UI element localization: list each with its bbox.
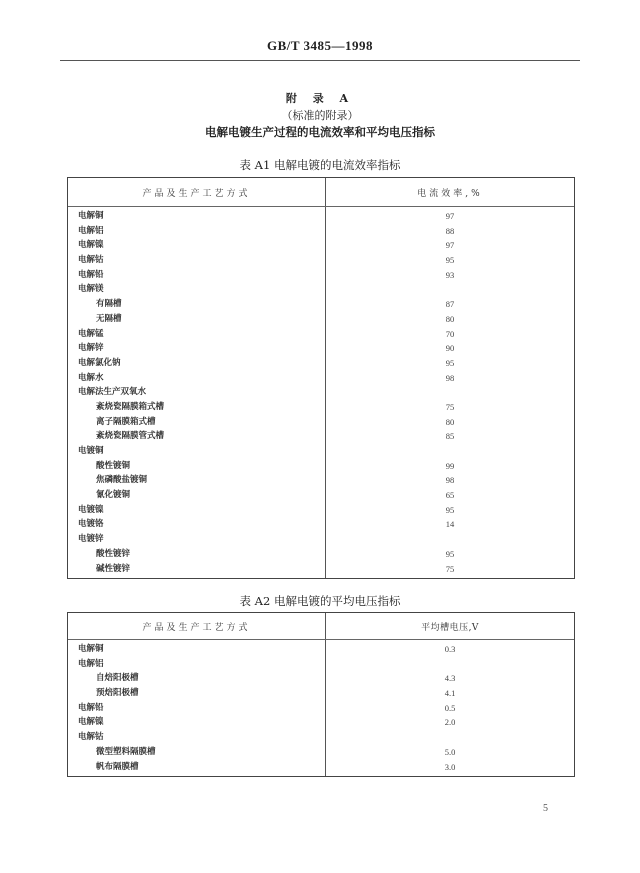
table-row-label: 无隔槽 (96, 313, 122, 324)
table-a1-header-process: 产品及生产工艺方式 (68, 178, 326, 206)
annex-heading: 电解电镀生产过程的电流效率和平均电压指标 (205, 125, 435, 139)
table-row-value (326, 730, 574, 745)
table-row-value: 85 (445, 431, 455, 442)
table-a1-header-efficiency: 电流效率,% (417, 188, 483, 199)
table-row-value: 95 (445, 255, 455, 266)
table-row-value: 95 (445, 504, 455, 515)
table-a1-caption: 表 A1 电解电镀的电流效率指标 (239, 158, 401, 172)
table-row-label: 电解锰 (78, 328, 104, 339)
table-a2-header-voltage: 平均槽电压,V (421, 622, 479, 633)
table-row-value: 3.0 (444, 761, 456, 772)
table-a2 (67, 612, 575, 777)
table-row-label: 电解镁 (78, 284, 104, 295)
table-row-label: 电解法生产双氧水 (78, 387, 147, 398)
table-row-label: 电镀铜 (78, 446, 104, 456)
table-a2-body (68, 640, 574, 776)
table-row-label: 有隔槽 (96, 299, 122, 310)
table-row-label: 自焙阳极槽 (96, 673, 139, 684)
table-row-value (326, 282, 574, 297)
table-row-label: 焦磷酸盐镀铜 (96, 475, 148, 486)
table-row-value (326, 657, 574, 672)
table-row-label: 电解钴 (78, 255, 104, 266)
table-row-label: 电解钴 (78, 732, 104, 743)
table-row-value: 95 (445, 548, 455, 559)
table-row-label: 电解铜 (78, 644, 104, 654)
annex-type: （标准的附录） (281, 109, 359, 122)
table-row-label: 微型塑料隔膜槽 (96, 746, 156, 757)
table-row-value: 93 (445, 269, 455, 280)
table-a1-label-column (68, 207, 326, 578)
table-a1-body (68, 207, 574, 578)
table-row-label: 电解锌 (78, 343, 104, 354)
table-a2-caption: 表 A2 电解电镀的平均电压指标 (239, 594, 401, 608)
table-row-value: 87 (445, 299, 455, 310)
annex-title: 附 录 A (285, 92, 355, 105)
table-row-value: 80 (445, 416, 455, 427)
table-row-value: 70 (445, 328, 455, 339)
table-row-label: 电解铅 (78, 702, 104, 713)
table-row-value: 0.5 (444, 702, 456, 713)
table-row-label: 电解镍 (78, 717, 104, 728)
table-row-label: 帆布隔膜槽 (96, 761, 139, 772)
table-row-value: 75 (445, 563, 455, 574)
table-row-label: 紊烧瓷隔膜管式槽 (96, 431, 165, 442)
page-number: 5 (543, 803, 548, 814)
table-row-value: 0.3 (444, 644, 456, 654)
table-row-value: 5.0 (444, 746, 456, 757)
table-row-label: 电镀铬 (78, 519, 104, 530)
table-row-label: 电解铝 (78, 658, 104, 669)
table-row-value (326, 532, 574, 547)
table-row-value: 98 (445, 372, 455, 383)
table-a2-header-process: 产品及生产工艺方式 (68, 613, 326, 639)
table-row-label: 电镀锌 (78, 534, 104, 545)
table-row-label: 电镀镍 (78, 504, 104, 515)
table-row-label: 电解铜 (78, 211, 104, 221)
table-row-label: 氰化镀铜 (96, 490, 131, 501)
table-row-value: 4.1 (444, 688, 456, 699)
table-a2-header (68, 613, 574, 640)
table-row-value: 90 (445, 343, 455, 354)
table-row-label: 电解铝 (78, 225, 104, 236)
table-row-value: 88 (445, 225, 455, 236)
table-row-value: 99 (445, 460, 455, 471)
table-row-value: 75 (445, 401, 455, 412)
table-row-value (326, 385, 574, 400)
table-row-value: 97 (445, 240, 455, 251)
table-row-value: 95 (445, 357, 455, 368)
table-row-value: 97 (445, 211, 455, 221)
table-row-value: 14 (445, 519, 455, 530)
table-row-value: 65 (445, 490, 455, 501)
table-row-value: 2.0 (444, 717, 456, 728)
table-a1-header (68, 178, 574, 207)
table-row-value: 4.3 (444, 673, 456, 684)
table-row-label: 预焙阳极槽 (96, 688, 139, 699)
table-row-value: 98 (445, 475, 455, 486)
table-row-label: 酸性镀锌 (96, 548, 131, 559)
table-a2-label-column (68, 640, 326, 776)
table-row-label: 电解水 (78, 372, 104, 383)
table-row-label: 离子隔膜箱式槽 (96, 416, 156, 427)
table-row-value: 80 (445, 313, 455, 324)
table-a1-value-column (326, 207, 574, 578)
table-row-label: 碱性镀锌 (96, 563, 131, 574)
table-row-label: 紊烧瓷隔膜箱式槽 (96, 401, 165, 412)
table-a1 (67, 177, 575, 579)
table-row-label: 电解铅 (78, 269, 104, 280)
table-row-value (326, 444, 574, 459)
table-row-label: 电解镍 (78, 240, 104, 251)
header-rule (60, 60, 580, 61)
table-a2-value-column (326, 640, 574, 776)
standard-number-header: GB/T 3485—1998 (266, 38, 374, 53)
table-row-label: 酸性镀铜 (96, 460, 131, 471)
table-row-label: 电解氯化钠 (78, 357, 121, 368)
